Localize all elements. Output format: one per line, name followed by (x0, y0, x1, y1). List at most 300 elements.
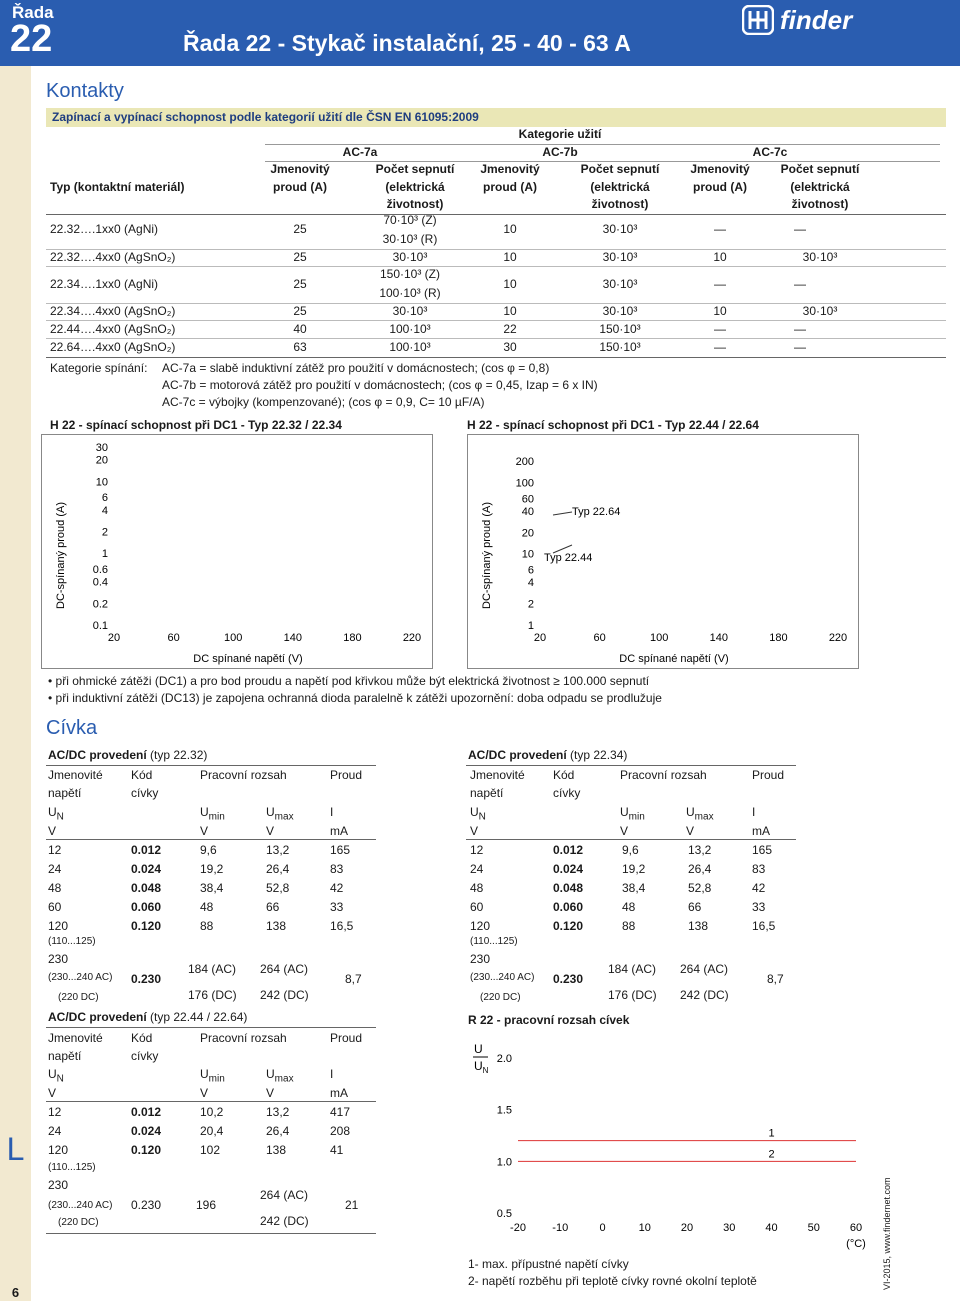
sym: U (686, 805, 695, 819)
row-current: 63 (293, 340, 307, 354)
unit: V (48, 824, 57, 838)
col-current-header: Jmenovitý (480, 162, 540, 176)
y-tick-label: 2 (527, 598, 534, 611)
coil-cell: 16,5 (752, 919, 776, 933)
range-ylabel-u: U (474, 1042, 483, 1056)
b264: 264 (AC) (260, 1188, 309, 1202)
coil-cell: 208 (330, 1124, 351, 1138)
chart-right (467, 434, 859, 669)
row-ops: 30·10³ (392, 304, 428, 318)
range-x-tick: 50 (807, 1222, 820, 1234)
y-tick-label: 0.4 (92, 576, 108, 589)
v230: 230 (470, 952, 491, 966)
contacts-subheading-bar (46, 108, 946, 127)
coil-cell: 0.120 (131, 919, 162, 933)
coil-cell: 60 (470, 900, 484, 914)
v230: 230 (48, 1178, 69, 1192)
b196: 196 (196, 1198, 217, 1212)
sym: U (48, 805, 57, 819)
range-x-tick: 60 (849, 1222, 863, 1234)
hdr: Proud (330, 1031, 363, 1045)
group-ac7a: AC-7a (342, 145, 378, 159)
b21: 21 (345, 1198, 359, 1212)
y-tick-label: 20 (521, 527, 534, 540)
row-current: 40 (293, 322, 307, 336)
bullet-item: • při induktivní zátěži (DC13) je zapojena ochranná dioda paralelně k zátěži upozornění: doba odpadu se prodlužuje (48, 691, 662, 705)
coil-cell: 41 (330, 1143, 344, 1157)
table-title-type: (typ 22.34) (570, 748, 628, 762)
range-y-tick: 1.0 (496, 1156, 512, 1169)
group-ac7b: AC-7b (542, 145, 578, 159)
x-tick-label: 180 (769, 632, 788, 644)
coil-cell: 0.024 (131, 1124, 162, 1138)
code230: 0.230 (553, 972, 584, 986)
x-tick-label: 60 (593, 632, 606, 644)
row-ops: 100·10³ (R) (379, 286, 441, 300)
coil-cell: 88 (200, 919, 214, 933)
range-x-tick: 30 (723, 1222, 736, 1234)
range-x-tick: 20 (680, 1222, 694, 1234)
annotation-typ-2264: Typ 22.64 (572, 506, 621, 518)
coil-cell: 12 (48, 843, 62, 857)
row-current: 10 (503, 304, 517, 318)
coil-cell: 13,2 (266, 1105, 290, 1119)
col-current-unit: proud (A) (273, 180, 327, 194)
hdr: Proud (330, 768, 363, 782)
sub: N (56, 811, 64, 823)
range-x-tick: 40 (765, 1222, 778, 1234)
section-letter: L (6, 1131, 25, 1167)
coil-cell: 0.060 (131, 900, 162, 914)
y-tick-label: 1 (527, 620, 534, 632)
col-ops-header: Počet sepnutí (780, 162, 860, 176)
sub: max (274, 811, 294, 823)
col-ops-line2: (elektrická (385, 180, 445, 194)
series-number: 22 (10, 18, 53, 60)
sym: U (470, 805, 479, 819)
row-ops: 30·10³ (R) (382, 232, 438, 246)
row-ops: — (794, 277, 806, 291)
x-tick-label: 100 (650, 632, 669, 644)
range-ylabel-un (474, 1059, 489, 1075)
row-type: 22.44….4xx0 (AgSnO₂) (50, 322, 176, 336)
sym: U (200, 805, 209, 819)
col-ops-header: Počet sepnutí (375, 162, 455, 176)
hdr: Kód (131, 1031, 153, 1045)
sub: min (628, 811, 645, 823)
note-ac7b: AC-7b = motorová zátěž pro použití v domácnostech; (cos φ = 0,45, Izap = 6 x IN) (162, 378, 598, 392)
y-tick-label: 100 (515, 477, 534, 490)
range-230: (230...240 AC) (48, 1200, 113, 1211)
col-current-header: Jmenovitý (690, 162, 750, 176)
b242: 242 (DC) (260, 1214, 309, 1228)
hdr: Kód (131, 768, 153, 782)
x-tick-label: 220 (402, 632, 422, 644)
footer-note: VI-2015, www.findernet.com (882, 1177, 892, 1290)
x-tick-label: 140 (283, 632, 302, 644)
y-tick-label: 0.6 (92, 564, 108, 577)
ac184: 184 (AC) (608, 962, 657, 976)
row-ops: 100·10³ (389, 322, 431, 336)
coil-cell: 9,6 (622, 843, 639, 857)
range-230: (230...240 AC) (470, 972, 535, 983)
i230: 8,7 (767, 972, 784, 986)
row-ops: 30·10³ (602, 277, 638, 291)
row-ops: 30·10³ (602, 304, 638, 318)
chart-right-svg (468, 435, 860, 670)
coil-cell: 0.012 (131, 843, 162, 857)
hdr: cívky (131, 786, 159, 800)
dc242: 242 (DC) (680, 988, 729, 1002)
row-ops: — (794, 340, 806, 354)
row-ops: 30·10³ (602, 222, 638, 236)
coil-cell: 42 (330, 881, 344, 895)
coil-cell: 19,2 (622, 862, 646, 876)
range-x-tick: 10 (638, 1222, 651, 1234)
coil-cell: 9,6 (200, 843, 217, 857)
coil-cell: 165 (330, 843, 351, 857)
coil-cell: 24 (48, 862, 62, 876)
unit: V (686, 824, 695, 838)
coil-cell: 16,5 (330, 919, 354, 933)
coil-cell: 66 (266, 900, 280, 914)
table-title-main: AC/DC provedení (48, 1010, 147, 1024)
chart-left-title: H 22 - spínací schopnost při DC1 - Typ 22.32 / 22.34 (50, 418, 342, 432)
col-ops-header: Počet sepnutí (580, 162, 660, 176)
dc242: 242 (DC) (260, 988, 309, 1002)
sym: U (266, 1067, 275, 1081)
unit: V (48, 1086, 57, 1100)
coil-cell: 10,2 (200, 1105, 224, 1119)
unit: V (266, 1086, 275, 1100)
sym-un (48, 805, 64, 822)
hdr: Pracovní rozsah (620, 768, 707, 782)
category-label: Kategorie užití (518, 127, 602, 141)
row-ops: 150·10³ (599, 322, 641, 336)
hdr: Pracovní rozsah (200, 768, 287, 782)
coil-cell: 13,2 (266, 843, 290, 857)
sym-umax (266, 805, 294, 822)
y-tick-label: 30 (95, 442, 108, 454)
row-current: — (714, 277, 726, 291)
row-ops: 30·10³ (802, 250, 838, 264)
unit: V (620, 824, 629, 838)
finder-logo (742, 5, 872, 35)
coil-cell: 417 (330, 1105, 351, 1119)
row-current: — (714, 340, 726, 354)
chart-left (41, 434, 433, 669)
sym-i: I (330, 1067, 334, 1081)
dc220: (220 DC) (58, 1217, 99, 1228)
dc176: 176 (DC) (608, 988, 657, 1002)
bullet-text: při ohmické zátěži (DC1) a pro bod proudu a napětí pod křivkou může být elektrická životnost ≥ 100.000 sepnutí (55, 674, 650, 688)
x-tick-label: 220 (828, 632, 848, 644)
table-title-type: (typ 22.44 / 22.64) (150, 1010, 248, 1024)
x-tick-label: 20 (107, 632, 121, 644)
series-label: Řada (12, 3, 54, 22)
coil-cell: 0.120 (131, 1143, 162, 1157)
col-current-unit: proud (A) (693, 180, 747, 194)
sym-i: I (752, 805, 756, 819)
col-ops-line3: životnost) (591, 197, 649, 211)
sub: max (694, 811, 714, 823)
coil-cell: 52,8 (688, 881, 712, 895)
coil-cell: 38,4 (622, 881, 646, 895)
col-type-header: Typ (kontaktní materiál) (50, 180, 185, 194)
sub: N (56, 1073, 64, 1085)
row-current: 10 (503, 250, 517, 264)
range-y-tick: 1.5 (496, 1104, 512, 1117)
coil-cell: 26,4 (266, 862, 290, 876)
row-current: — (714, 322, 726, 336)
contacts-heading: Kontakty (46, 80, 124, 102)
y-tick-label: 0.2 (92, 598, 108, 611)
row-current: 22 (503, 322, 517, 336)
coil-cell: 120 (48, 919, 69, 933)
range-110: (110...125) (48, 936, 96, 947)
coil-cell: 20,4 (200, 1124, 224, 1138)
sym: U (474, 1059, 483, 1073)
row-type: 22.34….4xx0 (AgSnO₂) (50, 304, 176, 318)
coil-cell: 102 (200, 1143, 221, 1157)
row-ops: 70·10³ (Z) (383, 213, 437, 227)
coil-cell: 120 (48, 1143, 69, 1157)
col-ops-line2: (elektrická (790, 180, 850, 194)
chart-left-svg (42, 435, 434, 670)
x-axis-label: DC spínané napětí (V) (619, 653, 729, 665)
sym-umin (620, 805, 645, 822)
hdr: Jmenovité (48, 768, 103, 782)
logo-wordmark: finder (780, 5, 853, 35)
sym: U (48, 1067, 57, 1081)
coil-cell: 33 (752, 900, 766, 914)
sym-umin (200, 805, 225, 822)
hdr: napětí (470, 786, 504, 800)
range-legend-1: 1- max. přípustné napětí cívky (468, 1257, 629, 1271)
hdr: Proud (752, 768, 785, 782)
coil-cell: 0.048 (553, 881, 584, 895)
range-y-tick: 0.5 (496, 1208, 512, 1220)
row-type: 22.34….1xx0 (AgNi) (50, 277, 159, 291)
ac184: 184 (AC) (188, 962, 237, 976)
sym: U (200, 1067, 209, 1081)
row-type: 22.32….4xx0 (AgSnO₂) (50, 250, 176, 264)
range-x-tick: -10 (552, 1222, 569, 1234)
bullet-item: • při ohmické zátěži (DC1) a pro bod proudu a napětí pod křivkou může být elektrická životnost ≥ 100.000 sepnutí (48, 674, 650, 688)
row-current: 10 (713, 250, 727, 264)
table2-title (468, 748, 627, 762)
coil-cell: 0.012 (553, 843, 584, 857)
unit: mA (752, 824, 770, 838)
coil-cell: 138 (266, 919, 287, 933)
contacts-subheading: Zapínací a vypínací schopnost podle kategorií užití dle ČSN EN 61095:2009 (52, 110, 479, 124)
hdr: napětí (48, 786, 82, 800)
row-type: 22.64….4xx0 (AgSnO₂) (50, 340, 176, 354)
range-x-tick: 0 (599, 1222, 606, 1234)
x-axis-label: DC spínané napětí (V) (193, 653, 303, 665)
range-230: (230...240 AC) (48, 972, 113, 983)
range-110: (110...125) (48, 1162, 96, 1173)
annotation-leader (553, 512, 572, 515)
sub: max (274, 1073, 294, 1085)
coil-cell: 66 (688, 900, 702, 914)
row-ops: — (794, 322, 806, 336)
y-tick-label: 200 (515, 456, 534, 468)
coil-cell: 0.120 (553, 919, 584, 933)
row-current: — (714, 222, 726, 236)
hdr: cívky (131, 1049, 159, 1063)
y-tick-label: 10 (521, 548, 534, 561)
table-title-main: AC/DC provedení (48, 748, 147, 762)
range-legend-2: 2- napětí rozběhu při teplotě cívky rovné okolní teplotě (468, 1274, 757, 1288)
row-current: 25 (293, 304, 307, 318)
col-current-unit: proud (A) (483, 180, 537, 194)
row-current: 25 (293, 277, 307, 291)
page-number: 6 (11, 1285, 20, 1300)
coil-cell: 26,4 (688, 862, 712, 876)
y-tick-label: 40 (521, 505, 534, 518)
page-title: Řada 22 - Stykač instalační, 25 - 40 - 63 A (183, 30, 631, 56)
y-tick-label: 1 (101, 548, 108, 561)
coil-cell: 120 (470, 919, 491, 933)
col-ops-line3: životnost) (386, 197, 444, 211)
v230: 230 (48, 952, 69, 966)
range-y-tick: 2.0 (496, 1053, 512, 1065)
unit: V (470, 824, 479, 838)
sym-umax (686, 805, 714, 822)
table-title-main: AC/DC provedení (468, 748, 567, 762)
y-tick-label: 0.1 (92, 620, 108, 632)
row-current: 10 (503, 277, 517, 291)
coil-cell: 165 (752, 843, 773, 857)
hdr: Kód (553, 768, 575, 782)
annotation-typ-2244: Typ 22.44 (544, 552, 593, 564)
col-ops-line3: životnost) (791, 197, 849, 211)
coil-cell: 48 (622, 900, 636, 914)
col-ops-line2: (elektrická (590, 180, 650, 194)
bullet-text: při induktivní zátěži (DC13) je zapojena ochranná dioda paralelně k zátěži upozornění: doba odpadu se prodlužuje (55, 691, 662, 705)
row-current: 10 (503, 222, 517, 236)
range-series-label: 1 (768, 1127, 775, 1140)
x-tick-label: 20 (533, 632, 547, 644)
y-axis-label: DC-spínaný proud (A) (55, 502, 67, 609)
coil-cell: 48 (48, 881, 62, 895)
col-current-header: Jmenovitý (270, 162, 330, 176)
coil-cell: 33 (330, 900, 344, 914)
sym-umax (266, 1067, 294, 1084)
table1-title (48, 748, 207, 762)
unit: mA (330, 1086, 348, 1100)
coil-cell: 19,2 (200, 862, 224, 876)
y-tick-label: 10 (95, 476, 108, 489)
coil-cell: 0.048 (131, 881, 162, 895)
coil-cell: 48 (200, 900, 214, 914)
sub: min (208, 1073, 225, 1085)
coil-cell: 88 (622, 919, 636, 933)
range-chart-title: R 22 - pracovní rozsah cívek (468, 1013, 630, 1027)
coil-cell: 0.024 (553, 862, 584, 876)
hdr: Jmenovité (48, 1031, 103, 1045)
coil-cell: 83 (752, 862, 766, 876)
row-current: 30 (503, 340, 517, 354)
y-tick-label: 6 (101, 492, 108, 505)
range-x-unit: (°C) (846, 1238, 866, 1250)
coil-cell: 12 (470, 843, 484, 857)
unit: V (200, 1086, 209, 1100)
group-ac7c: AC-7c (752, 145, 788, 159)
unit: V (200, 824, 209, 838)
coil-cell: 12 (48, 1105, 62, 1119)
sub: min (208, 811, 225, 823)
coil-cell: 0.012 (131, 1105, 162, 1119)
coil-cell: 13,2 (688, 843, 712, 857)
coil-cell: 48 (470, 881, 484, 895)
row-ops: 150·10³ (Z) (379, 267, 441, 281)
range-chart (466, 1033, 876, 1255)
sym-un (48, 1067, 64, 1084)
y-tick-label: 20 (95, 454, 108, 467)
dc220: (220 DC) (58, 992, 99, 1003)
range-x-tick: -20 (510, 1222, 526, 1234)
hdr: napětí (48, 1049, 82, 1063)
sidebar (0, 66, 31, 1301)
row-current: 10 (713, 304, 727, 318)
coil-cell: 24 (48, 1124, 62, 1138)
row-ops: — (794, 222, 806, 236)
coil-cell: 26,4 (266, 1124, 290, 1138)
dc176: 176 (DC) (188, 988, 237, 1002)
row-ops: 150·10³ (599, 340, 641, 354)
hdr: Jmenovité (470, 768, 525, 782)
range-110: (110...125) (470, 936, 518, 947)
row-ops: 30·10³ (602, 250, 638, 264)
coil-cell: 42 (752, 881, 766, 895)
row-current: 25 (293, 250, 307, 264)
note-ac7c: AC-7c = výbojky (kompenzované); (cos φ = 0,9, C= 10 µF/A) (162, 395, 485, 409)
x-tick-label: 60 (167, 632, 180, 644)
sym: U (620, 805, 629, 819)
x-tick-label: 100 (224, 632, 243, 644)
y-axis-label: DC-spínaný proud (A) (481, 502, 493, 609)
coil-cell: 24 (470, 862, 484, 876)
ac264: 264 (AC) (680, 962, 729, 976)
sym: U (266, 805, 275, 819)
x-tick-label: 140 (709, 632, 728, 644)
y-tick-label: 2 (101, 526, 108, 539)
note-ac7a: AC-7a = slabě induktivní zátěž pro použití v domácnostech; (cos φ = 0,8) (162, 361, 550, 375)
hdr: Pracovní rozsah (200, 1031, 287, 1045)
y-tick-label: 4 (101, 504, 108, 517)
row-ops: 30·10³ (392, 250, 428, 264)
notes-label: Kategorie spínání: (50, 361, 148, 375)
coil-heading: Cívka (46, 717, 98, 739)
coil-cell: 52,8 (266, 881, 290, 895)
i230: 8,7 (345, 972, 362, 986)
y-tick-label: 6 (527, 564, 534, 577)
table-title-type: (typ 22.32) (150, 748, 208, 762)
coil-cell: 0.060 (553, 900, 584, 914)
coil-cell: 38,4 (200, 881, 224, 895)
hdr: cívky (553, 786, 581, 800)
coil-cell: 83 (330, 862, 344, 876)
sub: N (478, 811, 486, 823)
chart-right-title: H 22 - spínací schopnost při DC1 - Typ 22.44 / 22.64 (467, 418, 759, 432)
unit: V (266, 824, 275, 838)
coil-cell: 60 (48, 900, 62, 914)
y-tick-label: 4 (527, 577, 534, 590)
x-tick-label: 180 (343, 632, 362, 644)
table3-title (48, 1010, 247, 1024)
